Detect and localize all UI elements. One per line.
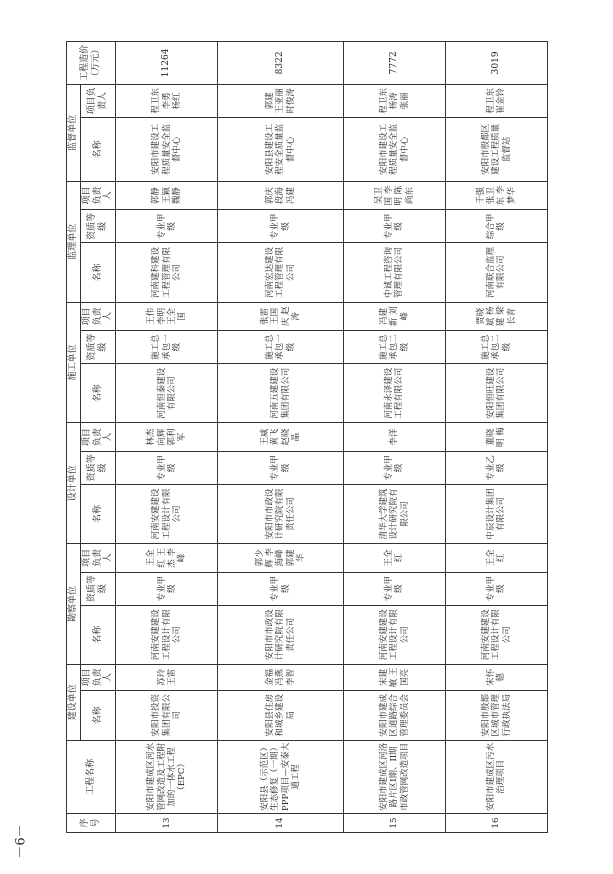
build-name-cell: 安阳市建成区道路综合管理委员会	[343, 690, 445, 740]
build-unit-header: 建设单位	[67, 664, 81, 740]
seq-cell: 14	[218, 814, 344, 833]
sup-qual-cell: 专业甲级	[343, 210, 445, 243]
survey-unit-header: 勘察单位	[67, 544, 81, 665]
design-leader-cell: 王威 黄飞 赵晓晶	[218, 423, 344, 451]
project-name-header: 工程名称	[67, 740, 116, 813]
table-row	[116, 42, 218, 833]
page-number-text: －6－	[13, 823, 29, 859]
sup-qual-cell: 综合甲级	[445, 210, 547, 243]
cons-leader-cell: 张雷 王国庆 赵涛	[218, 302, 344, 330]
construction-unit-header: 施工单位	[67, 302, 81, 423]
design-name-cell: 安阳市市政设计研究院有限责任公司	[218, 484, 344, 543]
supervision-unit-header: 监理单位	[67, 181, 81, 302]
survey-name-cell: 安阳市市政设计研究院有限责任公司	[218, 605, 344, 664]
design-name-cell: 河南安建建设工程设计有限公司	[116, 484, 218, 543]
build-leader-cell: 宋建敏 王国亮	[343, 664, 445, 690]
cost-cell: 8322	[218, 42, 344, 85]
cons-name-cell: 河南恒泰建设有限公司	[116, 364, 218, 423]
cons-name-cell: 安阳恒旺建设集团有限公司	[445, 364, 547, 423]
design-qual-cell: 专业甲级	[343, 451, 445, 484]
cons-leader-cell: 贾晓斌 杨建 梁长青	[445, 302, 547, 330]
seq-cell: 16	[445, 814, 547, 833]
build-name-cell: 安阳县住房和城乡建设局	[218, 690, 344, 740]
cons-leader-cell: 王伟 李明 王全国	[116, 302, 218, 330]
survey-name-header: 名称	[80, 605, 115, 664]
page-number	[12, 816, 29, 866]
build-leader-header: 项目负责人	[80, 664, 115, 690]
sup-leader-cell: 千强 张卫东 李梦华	[445, 181, 547, 209]
survey-leader-cell: 郭少辉 李海峰 郭建华	[218, 544, 344, 572]
rotated-table-wrapper	[66, 41, 548, 833]
mon-name-cell: 安阳市建设工程质量安全监督中心	[116, 117, 218, 181]
cost-cell: 3019	[445, 42, 547, 85]
cons-qual-cell: 施工总承包二级	[343, 331, 445, 364]
sup-qual-cell: 专业甲级	[116, 210, 218, 243]
survey-name-cell: 河南安建建设工程设计有限公司	[445, 605, 547, 664]
survey-name-cell: 河南安建建设工程设计有限公司	[116, 605, 218, 664]
survey-leader-header: 项目负责人	[80, 544, 115, 572]
survey-leader-cell: 王全红	[445, 544, 547, 572]
seq-cell: 15	[343, 814, 445, 833]
cons-name-header: 名称	[80, 364, 115, 423]
cost-cell: 7772	[343, 42, 445, 85]
mon-name-cell: 安阳市殷都区建设工程质量监督站	[445, 117, 547, 181]
mon-leader-cell: 程卫东 崔金铃	[445, 84, 547, 117]
monitor-unit-header: 监督单位	[67, 84, 81, 181]
sup-name-cell: 河南建科建设工程管理有限公司	[116, 243, 218, 302]
header-row-2	[80, 42, 115, 833]
design-leader-cell: 董晓明 梅	[445, 423, 547, 451]
mon-leader-header: 项目负责人	[80, 84, 115, 117]
cons-qual-cell: 施工总承包一级	[218, 331, 344, 364]
header-row-1	[67, 42, 81, 833]
sup-leader-cell: 吴卫国 李明 陈尚东	[343, 181, 445, 209]
seq-cell: 13	[116, 814, 218, 833]
table-row	[343, 42, 445, 833]
survey-qual-cell: 专业甲级	[116, 572, 218, 605]
seq-header: 序号	[67, 814, 116, 833]
design-leader-cell: 林杰 向辉 郭利军	[116, 423, 218, 451]
cons-leader-header: 项目负责人	[80, 302, 115, 330]
cons-name-cell: 河南五建建设集团有限公司	[218, 364, 344, 423]
sup-leader-cell: 郭庆 段海 冯建	[218, 181, 344, 209]
project-cell: 安阳市建成区河水管网改造及工程附加的一体水工程（EPC）	[116, 740, 218, 813]
mon-name-header: 名称	[80, 117, 115, 181]
design-name-cell: 清华大学建筑设计研究院有限公司	[343, 484, 445, 543]
survey-name-cell: 河南安建建设工程设计有限公司	[343, 605, 445, 664]
mon-name-cell: 安阳市建设工程质量安全监督中心	[343, 117, 445, 181]
cons-qual-cell: 施工总承包一级	[116, 331, 218, 364]
build-leader-cell: 苏玲 王雷	[116, 664, 218, 690]
build-name-cell: 安阳市殷都区城市管理行政执法局	[445, 690, 547, 740]
table-row	[218, 42, 344, 833]
design-leader-header: 项目负责人	[80, 423, 115, 451]
survey-leader-cell: 王全红	[343, 544, 445, 572]
survey-qual-header: 资质等级	[80, 572, 115, 605]
sup-name-cell: 河南联合监理有限公司	[445, 243, 547, 302]
cons-leader-cell: 冯建新 刘峰	[343, 302, 445, 330]
project-cell: 安阳市建成区污水治理项目	[445, 740, 547, 813]
project-cell: 安阳市建成区河洛路片区I期、II期市政管网改造项目	[343, 740, 445, 813]
cost-cell: 11264	[116, 42, 218, 85]
build-name-cell: 安阳市投资集团有限公司	[116, 690, 218, 740]
design-unit-header: 设计单位	[67, 423, 81, 544]
cost-header: 工程造价（万元）	[67, 42, 116, 85]
mon-leader-cell: 程卫东 李勇 杨红	[116, 84, 218, 117]
cons-qual-cell: 施工总承包二级	[445, 331, 547, 364]
survey-qual-cell: 专业甲级	[445, 572, 547, 605]
mon-name-cell: 安阳县建设工程安全质量监督中心	[218, 117, 344, 181]
design-name-cell: 中辰设计集团有限公司	[445, 484, 547, 543]
design-qual-cell: 专业甲级	[116, 451, 218, 484]
build-leader-cell: 宋怀德	[445, 664, 547, 690]
project-table	[66, 41, 548, 833]
cons-name-cell: 河南永泽建设工程有限公司	[343, 364, 445, 423]
table-row	[445, 42, 547, 833]
survey-leader-cell: 王全红 王杰 李峰	[116, 544, 218, 572]
sup-qual-header: 资质等级	[80, 210, 115, 243]
cons-qual-header: 资质等级	[80, 331, 115, 364]
project-cell: 安阳县（示范区）生态修复（一期）PPP项目—安泰大道工程	[218, 740, 344, 813]
survey-qual-cell: 专业甲级	[218, 572, 344, 605]
mon-leader-cell: 郭建 王亚丽 时俊涛	[218, 84, 344, 117]
sup-name-cell: 河南宏达建设工程管理有限公司	[218, 243, 344, 302]
survey-qual-cell: 专业甲级	[343, 572, 445, 605]
sup-name-cell: 中诚工程咨询管理有限公司	[343, 243, 445, 302]
build-name-header: 名称	[80, 690, 115, 740]
mon-leader-cell: 程卫东 杨涛 张丽	[343, 84, 445, 117]
design-leader-cell: 李洋	[343, 423, 445, 451]
design-qual-cell: 专业甲级	[218, 451, 344, 484]
design-name-header: 名称	[80, 484, 115, 543]
sup-leader-cell: 郭静 王颖 魏静	[116, 181, 218, 209]
design-qual-cell: 专业乙级	[445, 451, 547, 484]
build-leader-cell: 金福 冯燕 李智	[218, 664, 344, 690]
sup-leader-header: 项目负责人	[80, 181, 115, 209]
sup-name-header: 名称	[80, 243, 115, 302]
design-qual-header: 资质等级	[80, 451, 115, 484]
sup-qual-cell: 专业甲级	[218, 210, 344, 243]
